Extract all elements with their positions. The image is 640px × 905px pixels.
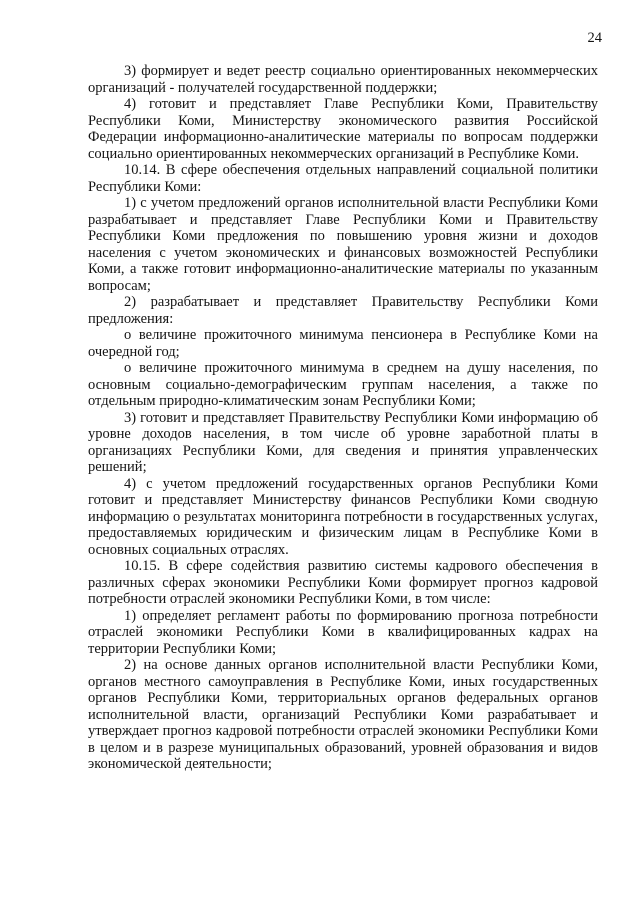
paragraph-10-14-2-per-capita: о величине прожиточного минимума в среднем на душу населения, по основным социально-демографическим группам населения, а также по отдельным природно-климатическим зонам Республики Коми;: [88, 360, 598, 409]
paragraph-10-14-3: 3) готовит и представляет Правительству Республики Коми информацию об уровне доходов населения, в том числе об уровне заработной платы в организациях Республики Коми, для сведения и принятия управленческих решений;: [88, 409, 598, 475]
page-number: 24: [587, 30, 602, 46]
paragraph-10-14-4: 4) с учетом предложений государственных органов Республики Коми готовит и представляет Министерству финансов Республики Коми сводную информацию о результатах мониторинга потребности в государственных услугах, предоставляемых юридическим и физическим лицам в Республике Коми в основных социальных отраслях.: [88, 475, 598, 558]
paragraph-4-analytics: 4) готовит и представляет Главе Республики Коми, Правительству Республики Коми, Министерству экономического развития Российской Федерации информационно-аналитические материалы по вопросам поддержки социально ориентированных некоммерческих организаций в Республике Коми.: [88, 96, 598, 162]
paragraph-10-14-2-pensioner: о величине прожиточного минимума пенсионера в Республике Коми на очередной год;: [88, 327, 598, 360]
paragraph-3-registry: 3) формирует и ведет реестр социально ориентированных некоммерческих организаций - получателей государственной поддержки;: [88, 63, 598, 96]
document-body: [88, 63, 598, 773]
paragraph-10-14-1: 1) с учетом предложений органов исполнительной власти Республики Коми разрабатывает и представляет Главе Республики Коми и Правительству Республики Коми предложения по повышению уровня жизни и доходов населения с учетом экономических и финансовых возможностей Республики Коми, а также готовит информационно-аналитические материалы по указанным вопросам;: [88, 195, 598, 294]
section-10-15-heading: 10.15. В сфере содействия развитию системы кадрового обеспечения в различных сферах экономики Республики Коми формирует прогноз кадровой потребности отраслей экономики Республики Коми, в том числе:: [88, 558, 598, 607]
paragraph-10-15-2: 2) на основе данных органов исполнительной власти Республики Коми, органов местного самоуправления в Республике Коми, иных государственных органов Республики Коми, территориальных органов федеральных органов исполнительной власти, организаций Республики Коми разрабатывает и утверждает прогноз кадровой потребности отраслей экономики Республики Коми в целом и в разрезе муниципальных образований, уровней образования и видов экономической деятельности;: [88, 657, 598, 772]
paragraph-10-14-2: 2) разрабатывает и представляет Правительству Республики Коми предложения:: [88, 294, 598, 327]
section-10-14-heading: 10.14. В сфере обеспечения отдельных направлений социальной политики Республики Коми:: [88, 162, 598, 195]
paragraph-10-15-1: 1) определяет регламент работы по формированию прогноза потребности отраслей экономики Республики Коми в квалифицированных кадрах на территории Республики Коми;: [88, 607, 598, 657]
